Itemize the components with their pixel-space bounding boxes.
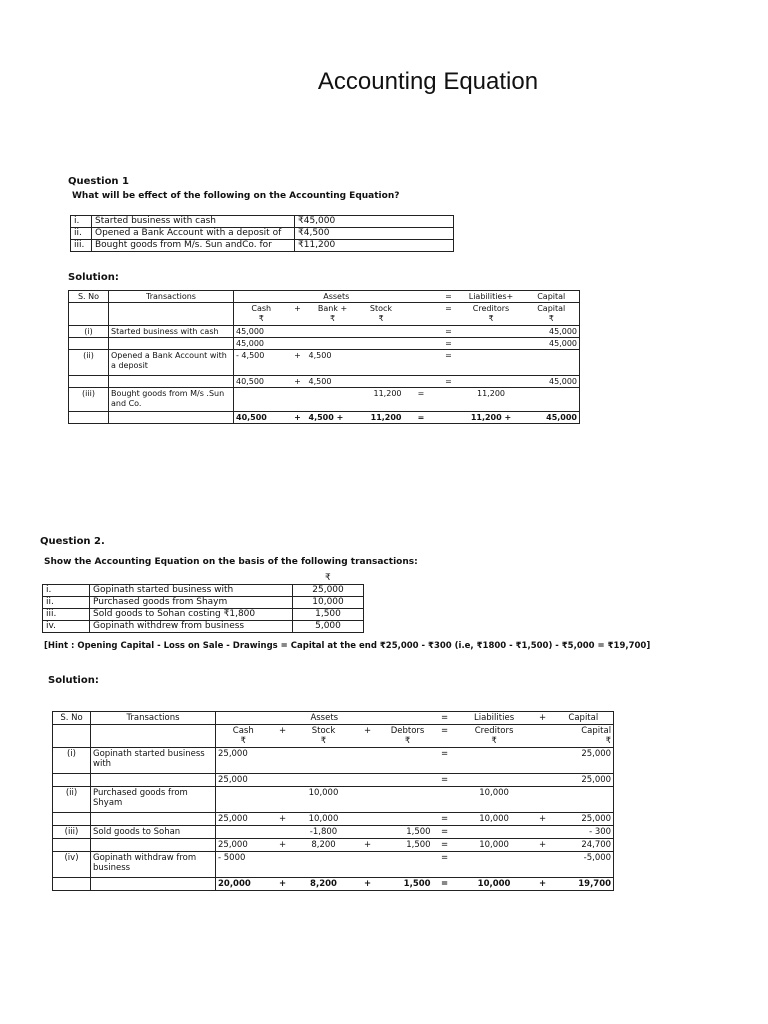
table-row — [69, 326, 580, 338]
capital-header: Capital — [554, 712, 614, 725]
equals-sign: = — [417, 413, 425, 422]
table-row — [69, 291, 580, 303]
equals-sign: = — [439, 326, 459, 338]
capital-subheader: Capital — [537, 304, 566, 313]
rupee-symbol: ₹ — [404, 736, 411, 746]
equals-sign: = — [439, 338, 459, 350]
creditors-header: Creditors — [474, 726, 514, 736]
row-number: (i) — [69, 326, 109, 338]
stock-value: 10,000 — [295, 787, 353, 813]
cash-value: 25,000 — [216, 813, 271, 826]
capital-value: 45,000 — [524, 376, 580, 388]
capital-value: 25,000 — [554, 748, 614, 774]
question-2-heading: Question 2. — [40, 536, 105, 547]
liabilities-header: Liabilities — [457, 712, 532, 725]
question-1-solution-label: Solution: — [68, 272, 119, 283]
plus-sign: + — [289, 376, 307, 388]
capital-value: -5,000 — [554, 852, 614, 878]
debtors-value: 1,500 — [383, 826, 433, 839]
rupee-symbol: ₹ — [491, 736, 497, 746]
bank-value: 4,500 — [307, 376, 359, 388]
debtors-header: Debtors — [390, 726, 425, 736]
transaction-text: Purchased goods from Shyam — [91, 787, 216, 813]
equals-sign: = — [433, 826, 457, 839]
given-row — [71, 240, 454, 252]
question-1-heading: Question 1 — [68, 176, 129, 187]
plus-sign: + — [278, 879, 287, 889]
equals-sign: = — [439, 350, 459, 376]
question-2-solution-table — [52, 711, 614, 891]
cash-value: 45,000 — [234, 338, 289, 350]
plus-sign: + — [532, 839, 554, 852]
stock-total: 8,200 — [310, 879, 337, 889]
debtors-value: 1,500 — [383, 839, 433, 852]
assets-header: Assets — [216, 712, 433, 725]
capital-value: 25,000 — [554, 813, 614, 826]
question-1-solution-table — [68, 290, 580, 424]
plus-sign: + — [353, 725, 383, 748]
creditors-value: 10,000 — [457, 787, 532, 813]
stock-value: 10,000 — [295, 813, 353, 826]
cash-header: Cash — [251, 304, 272, 313]
page-title: Accounting Equation — [317, 68, 539, 95]
rupee-column-header: ₹ — [325, 573, 331, 583]
given-no: i. — [71, 216, 92, 228]
table-row — [69, 350, 580, 376]
equals-sign: = — [433, 748, 457, 774]
equals-sign: = — [433, 839, 457, 852]
cash-value: 25,000 — [216, 839, 271, 852]
row-number: (iii) — [53, 826, 91, 839]
bank-header: Bank + — [317, 304, 348, 313]
equals-sign: = — [404, 388, 439, 412]
col-sno-header: S. No — [69, 291, 109, 303]
given-amount: 10,000 — [293, 597, 364, 609]
capital-total: 19,700 — [578, 879, 612, 889]
plus-sign: + — [532, 813, 554, 826]
given-no: iii. — [43, 609, 90, 621]
transaction-text: Opened a Bank Account with a deposit — [109, 350, 234, 376]
transaction-text: Bought goods from M/s .Sun and Co. — [109, 388, 234, 412]
stock-value: -1,800 — [295, 826, 353, 839]
table-row — [53, 852, 614, 878]
equals-sign: = — [433, 852, 457, 878]
given-amount: ₹11,200 — [295, 240, 454, 252]
plus-sign: + — [353, 839, 383, 852]
given-row — [43, 597, 364, 609]
table-row — [53, 748, 614, 774]
capital-total: 45,000 — [546, 413, 577, 422]
given-no: iii. — [71, 240, 92, 252]
capital-value: - 300 — [554, 826, 614, 839]
rupee-symbol: ₹ — [605, 736, 612, 746]
plus-sign: + — [294, 413, 301, 422]
row-number: (ii) — [53, 787, 91, 813]
capital-value: 25,000 — [554, 774, 614, 787]
plus-sign: + — [289, 303, 307, 326]
bank-value: 4,500 — [307, 350, 359, 376]
bank-total: 4,500 + — [308, 413, 344, 422]
table-row — [53, 839, 614, 852]
question-2-prompt: Show the Accounting Equation on the basis of the following transactions: — [44, 557, 418, 567]
rupee-symbol: ₹ — [488, 314, 494, 323]
rupee-symbol: ₹ — [320, 736, 327, 746]
stock-header: Stock — [311, 726, 336, 736]
creditors-value: 10,000 — [457, 813, 532, 826]
row-number: (iii) — [69, 388, 109, 412]
given-no: iv. — [43, 621, 90, 633]
row-number: (i) — [53, 748, 91, 774]
col-sno-header: S. No — [53, 712, 91, 725]
transaction-text: Gopinath withdraw from business — [91, 852, 216, 878]
equals-sign: = — [441, 879, 449, 889]
question-1-given-table — [70, 215, 454, 252]
table-row — [69, 388, 580, 412]
col-transactions-header: Transactions — [91, 712, 216, 725]
table-row — [53, 774, 614, 787]
given-text: Gopinath withdrew from business — [90, 621, 293, 633]
creditors-total: 11,200 + — [470, 413, 512, 422]
given-amount: 25,000 — [293, 585, 364, 597]
plus-sign: + — [532, 712, 554, 725]
table-row — [53, 813, 614, 826]
given-no: ii. — [71, 228, 92, 240]
creditors-value: 10,000 — [457, 839, 532, 852]
plus-sign: + — [363, 879, 372, 889]
capital-value: 45,000 — [524, 326, 580, 338]
assets-header: Assets — [234, 291, 439, 303]
given-amount: ₹45,000 — [295, 216, 454, 228]
rupee-symbol: ₹ — [240, 736, 246, 746]
plus-sign: + — [289, 350, 307, 376]
plus-sign: + — [271, 839, 295, 852]
creditors-header: Creditors — [472, 304, 510, 313]
plus-sign: + — [271, 813, 295, 826]
rupee-symbol: ₹ — [329, 314, 336, 323]
cash-header: Cash — [232, 726, 254, 736]
capital-value: 24,700 — [554, 839, 614, 852]
hint-text: [Hint : Opening Capital - Loss on Sale - Drawings = Capital at the end ₹25,000 - ₹300 (i.e, ₹1800 - ₹1,500) - ₹5,000 = ₹19,700] — [44, 641, 651, 651]
equals-sign: = — [439, 303, 459, 326]
question-2-solution-label: Solution: — [48, 675, 99, 686]
capital-subheader: Capital — [581, 726, 612, 736]
cash-value: - 4,500 — [234, 350, 289, 376]
given-row — [71, 216, 454, 228]
equals-sign: = — [433, 774, 457, 787]
stock-header: Stock — [369, 304, 393, 313]
table-row — [53, 712, 614, 725]
row-number: (iv) — [53, 852, 91, 878]
cash-value: 25,000 — [216, 774, 271, 787]
plus-sign: + — [271, 725, 295, 748]
equals-sign: = — [433, 712, 457, 725]
given-amount: 1,500 — [293, 609, 364, 621]
given-no: i. — [43, 585, 90, 597]
given-amount: 5,000 — [293, 621, 364, 633]
capital-value: 45,000 — [524, 338, 580, 350]
cash-value: 45,000 — [234, 326, 289, 338]
plus-sign: + — [539, 879, 547, 889]
rupee-symbol: ₹ — [548, 314, 554, 323]
rupee-symbol: ₹ — [258, 314, 264, 323]
equals-sign: = — [433, 725, 457, 748]
question-2-given-table — [42, 584, 364, 633]
given-text: Gopinath started business with — [90, 585, 293, 597]
table-row — [69, 303, 580, 326]
equals-sign: = — [439, 376, 459, 388]
table-row-total — [53, 878, 614, 891]
given-no: ii. — [43, 597, 90, 609]
given-text: Bought goods from M/s. Sun andCo. for — [92, 240, 295, 252]
creditors-value: 11,200 — [459, 388, 524, 412]
given-row — [43, 585, 364, 597]
cash-value: 25,000 — [216, 748, 271, 774]
debtors-total: 1,500 — [403, 879, 431, 889]
col-transactions-header: Transactions — [109, 291, 234, 303]
stock-value: 11,200 — [359, 388, 404, 412]
rupee-symbol: ₹ — [378, 314, 384, 323]
given-text: Started business with cash — [92, 216, 295, 228]
table-row — [53, 826, 614, 839]
given-row — [43, 609, 364, 621]
equals-sign: = — [439, 291, 459, 303]
stock-value: 8,200 — [295, 839, 353, 852]
transaction-text: Started business with cash — [109, 326, 234, 338]
cash-total: 20,000 — [218, 879, 251, 889]
stock-total: 11,200 — [370, 413, 402, 422]
capital-header: Capital — [524, 291, 580, 303]
question-1-prompt: What will be effect of the following on the Accounting Equation? — [72, 191, 400, 201]
row-number: (ii) — [69, 350, 109, 376]
given-text: Sold goods to Sohan costing ₹1,800 — [90, 609, 293, 621]
table-row — [69, 338, 580, 350]
table-row-total — [69, 412, 580, 424]
liabilities-header: Liabilities+ — [459, 291, 524, 303]
transaction-text: Gopinath started business with — [91, 748, 216, 774]
equals-sign: = — [433, 813, 457, 826]
given-row — [43, 621, 364, 633]
cash-value: - 5000 — [216, 852, 271, 878]
table-row — [53, 787, 614, 813]
cash-total: 40,500 — [236, 413, 267, 422]
table-row — [69, 376, 580, 388]
table-row — [53, 725, 614, 748]
transaction-text: Sold goods to Sohan — [91, 826, 216, 839]
creditors-total: 10,000 — [477, 879, 511, 889]
given-text: Opened a Bank Account with a deposit of — [92, 228, 295, 240]
given-text: Purchased goods from Shaym — [90, 597, 293, 609]
given-row — [71, 228, 454, 240]
given-amount: ₹4,500 — [295, 228, 454, 240]
cash-value: 40,500 — [234, 376, 289, 388]
